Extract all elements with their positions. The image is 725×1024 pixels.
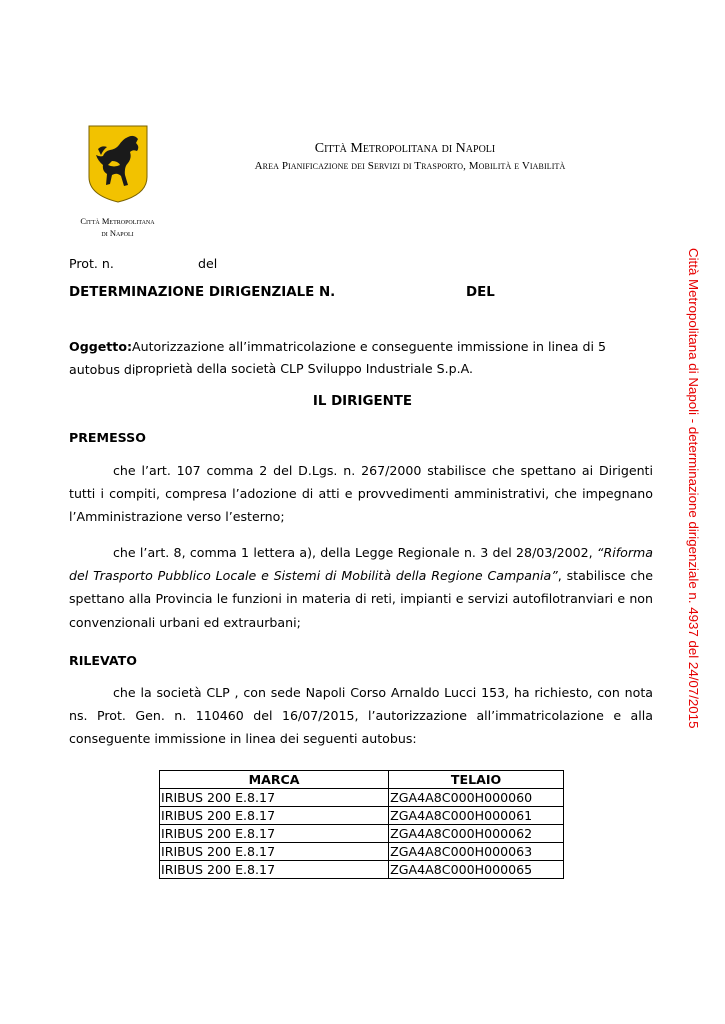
rilevato-label: RILEVATO [69,653,137,668]
prot-del-label: del [198,256,218,271]
header-subtitle: Area Pianificazione dei Servizi di Trasporto, Mobilità e Viabilità [254,160,566,172]
logo-caption-line2: di Napoli [101,228,134,238]
column-header-telaio: TELAIO [389,771,564,789]
section-title: IL DIRIGENTE [312,394,413,409]
oggetto-text-line2: proprietà della società CLP Sviluppo Industriale S.p.A. [135,361,473,376]
table-row [160,789,564,807]
determinazione-title: DETERMINAZIONE DIRIGENZIALE N. [69,285,336,300]
table-row [160,825,564,843]
premesso-paragraph-2-text-a: che l’art. 8, comma 1 lettera a), della Legge Regionale n. 3 del 28/03/2002, [113,545,597,560]
rilevato-paragraph-text: che la società CLP , con sede Napoli Corso Arnaldo Lucci 153, ha richiesto, con nota ns. Prot. Gen. n. 110460 del 16/07/2015, l’autorizzazione all’immatricolazione e alla conseguente immissione in linea dei seguenti autobus: [69,685,653,747]
oggetto-label: Oggetto: [69,339,133,354]
cell-marca: IRIBUS 200 E.8.17 [160,843,389,861]
bus-table [159,770,564,879]
rilevato-paragraph [69,681,653,751]
column-header-marca: MARCA [160,771,389,789]
cell-marca: IRIBUS 200 E.8.17 [160,861,389,879]
cell-telaio: ZGA4A8C000H000063 [389,843,564,861]
cell-marca: IRIBUS 200 E.8.17 [160,807,389,825]
determinazione-del: DEL [466,285,495,300]
cell-telaio: ZGA4A8C000H000065 [389,861,564,879]
premesso-label: PREMESSO [69,430,146,445]
cell-telaio: ZGA4A8C000H000062 [389,825,564,843]
cell-telaio: ZGA4A8C000H000060 [389,789,564,807]
cell-telaio: ZGA4A8C000H000061 [389,807,564,825]
side-stamp-text: Città Metropolitana di Napoli - determinazione dirigenziale n. 4937 del 24/07/2015 [686,248,701,729]
header-title: Città Metropolitana di Napoli [314,141,496,156]
coat-of-arms-logo [88,125,148,203]
logo-caption-line1: Città Metropolitana [80,216,155,226]
table-row [160,843,564,861]
law-title: “Riforma del Trasporto Pubblico Locale e Sistemi di Mobilità della Regione Campania” [69,545,653,584]
cell-marca: IRIBUS 200 E.8.17 [160,789,389,807]
premesso-paragraph-2 [69,541,653,634]
premesso-paragraph-1 [69,459,653,529]
table-row [160,861,564,879]
cell-marca: IRIBUS 200 E.8.17 [160,825,389,843]
side-stamp [681,248,705,776]
table-header-row [160,771,564,789]
premesso-paragraph-2-text-b: , stabilisce che spettano alla Provincia le funzioni in materia di reti, impianti e servizi autofilotranviari e non convenzionali urbani ed extraurbani; [69,568,654,630]
logo-caption [60,215,175,239]
prot-label: Prot. n. [69,256,114,271]
premesso-paragraph-1-text: che l’art. 107 comma 2 del D.Lgs. n. 267/2000 stabilisce che spettano ai Dirigenti tutti i compiti, compresa l’adozione di atti e provvedimenti amministrativi, che impegnano l’Amministrazione verso l’esterno; [69,463,653,525]
oggetto-text: Autorizzazione all’immatricolazione e conseguente immissione in linea di 5 autobus di [69,339,606,377]
table-row [160,807,564,825]
